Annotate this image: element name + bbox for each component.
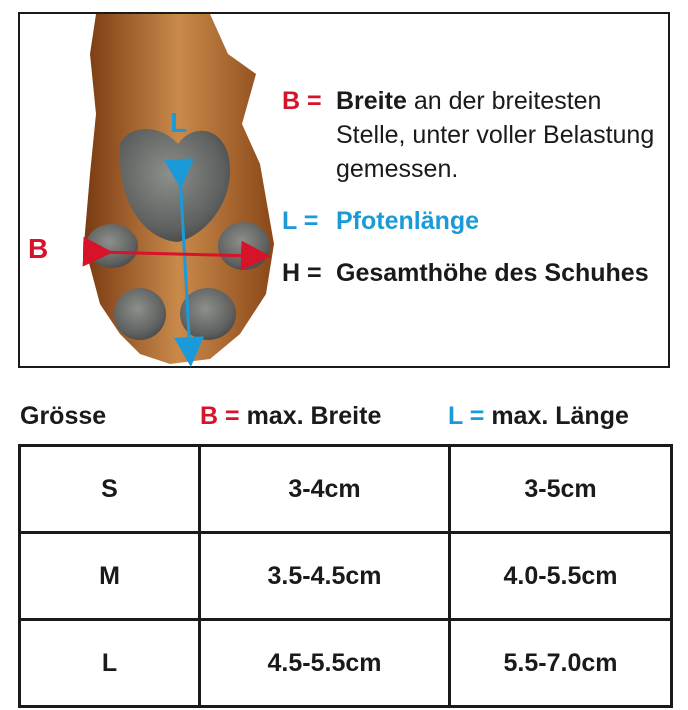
table-row bbox=[20, 446, 672, 533]
cell-width: 3-4cm bbox=[200, 446, 450, 533]
width-label: B bbox=[28, 233, 49, 264]
cell-length: 5.5-7.0cm bbox=[450, 620, 672, 707]
header-length-label: max. Länge bbox=[491, 402, 629, 430]
cell-size: S bbox=[20, 446, 200, 533]
legend-width-term: Breite bbox=[336, 87, 407, 115]
legend-width bbox=[282, 84, 662, 186]
header-width-label: max. Breite bbox=[246, 402, 382, 430]
cell-width: 3.5-4.5cm bbox=[200, 533, 450, 620]
legend-width-key: B = bbox=[282, 87, 322, 115]
header-length bbox=[448, 402, 629, 431]
measurement-panel bbox=[18, 12, 670, 368]
table-row bbox=[20, 620, 672, 707]
legend-height-key: H = bbox=[282, 259, 322, 287]
paw-illustration bbox=[28, 14, 290, 368]
legend-width-description: an der breitesten Stelle, unter voller Belastung gemessen. bbox=[336, 87, 655, 183]
length-label: L bbox=[170, 107, 188, 138]
legend-length-term: Pfotenlänge bbox=[336, 207, 480, 235]
cell-length: 3-5cm bbox=[450, 446, 672, 533]
header-size: Grösse bbox=[20, 402, 107, 430]
header-width-key: B = bbox=[200, 402, 240, 430]
legend-length bbox=[282, 204, 662, 238]
size-table bbox=[18, 444, 673, 708]
size-table-header bbox=[18, 402, 670, 440]
cell-length: 4.0-5.5cm bbox=[450, 533, 672, 620]
cell-size: M bbox=[20, 533, 200, 620]
cell-width: 4.5-5.5cm bbox=[200, 620, 450, 707]
legend-length-key: L = bbox=[282, 207, 319, 235]
paw-toe-pad-left bbox=[86, 224, 138, 268]
paw-toe-pad-lower-left bbox=[114, 288, 166, 340]
cell-size: L bbox=[20, 620, 200, 707]
legend-height-term: Gesamthöhe des Schuhes bbox=[336, 259, 649, 287]
header-width bbox=[200, 402, 381, 431]
paw-toe-pad-right bbox=[218, 222, 270, 270]
measurement-legend bbox=[282, 84, 662, 308]
table-row bbox=[20, 533, 672, 620]
legend-height bbox=[282, 256, 662, 290]
header-length-key: L = bbox=[448, 402, 485, 430]
